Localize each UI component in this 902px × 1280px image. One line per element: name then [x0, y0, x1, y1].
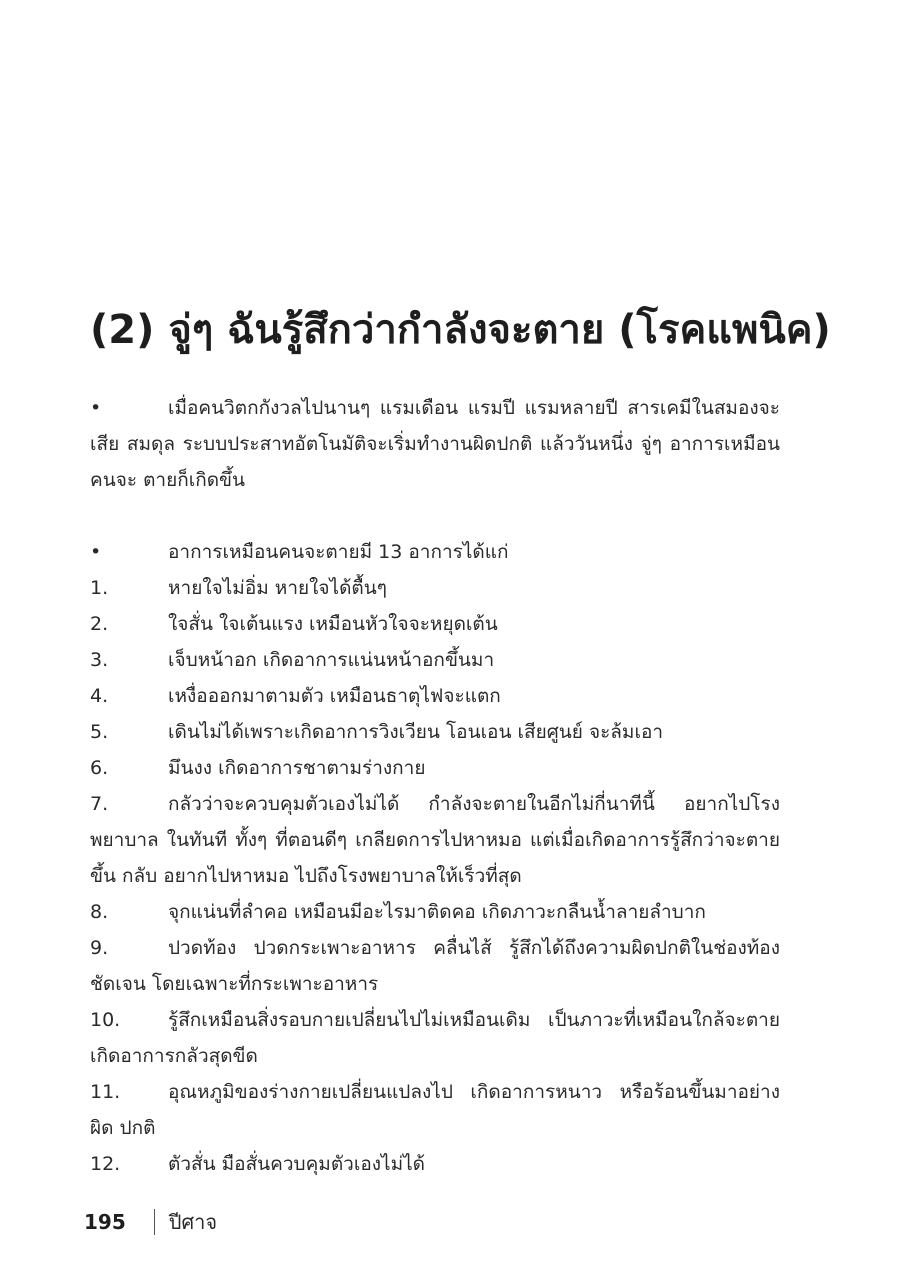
item-number: 9. — [90, 937, 109, 959]
bullet-marker: • — [90, 397, 102, 419]
item-number: 5. — [90, 721, 109, 743]
list-item — [90, 714, 780, 750]
page-number: 195 — [84, 1210, 126, 1234]
book-author: ปีศาจ — [168, 1210, 218, 1234]
item-number: 8. — [90, 901, 109, 923]
item-text: เจ็บหน้าอก เกิดอาการแน่นหน้าอกขึ้นมา — [168, 649, 495, 671]
list-item — [90, 642, 780, 678]
list-item — [90, 606, 780, 642]
item-text: รู้สึกเหมือนสิ่งรอบกายเปลี่ยนไปไม่เหมือนเดิม เป็นภาวะที่เหมือนใกล้จะตาย เกิดอาการกลัวสุดขีด — [90, 1009, 780, 1067]
bullet-marker: • — [90, 541, 102, 563]
list-item — [90, 1002, 780, 1074]
list-item — [90, 786, 780, 894]
item-text: จุกแน่นที่ลำคอ เหมือนมีอะไรมาติดคอ เกิดภาวะกลืนน้ำลายลำบาก — [168, 901, 706, 923]
item-text: ปวดท้อง ปวดกระเพาะอาหาร คลื่นไส้ รู้สึกได้ถึงความผิดปกติในช่องท้องชัดเจน โดยเฉพาะที่กระเพาะอาหาร — [90, 937, 780, 995]
list-item — [90, 570, 780, 606]
list-item — [90, 750, 780, 786]
item-text: เดินไม่ได้เพราะเกิดอาการวิงเวียน โอนเอน เสียศูนย์ จะล้มเอา — [168, 721, 664, 743]
intro-paragraph — [90, 390, 780, 498]
item-number: 7. — [90, 793, 109, 815]
item-number: 4. — [90, 685, 109, 707]
footer-divider — [154, 1209, 155, 1235]
item-number: 3. — [90, 649, 109, 671]
section-heading: (2) จู่ๆ ฉันรู้สึกว่ากำลังจะตาย (โรคแพนิค) — [90, 307, 831, 353]
intro-text: เมื่อคนวิตกกังวลไปนานๆ แรมเดือน แรมปี แรมหลายปี สารเคมีในสมองจะเสีย สมดุล ระบบประสาทอัตโนมัติจะเริ่มทำงานผิดปกติ แล้ววันหนึ่ง จู่ๆ อาการเหมือนคนจะ ตายก็เกิดขึ้น — [90, 397, 780, 491]
list-item — [90, 930, 780, 1002]
item-text: เหงื่อออกมาตามตัว เหมือนธาตุไฟจะแตก — [168, 685, 501, 707]
item-text: หายใจไม่อิ่ม หายใจได้ตื้นๆ — [168, 577, 387, 599]
item-text: กลัวว่าจะควบคุมตัวเองไม่ได้ กำลังจะตายในอีกไม่กี่นาทีนี้ อยากไปโรงพยาบาล ในทันที ทั้งๆ ที่ตอนดีๆ เกลียดการไปหาหมอ แต่เมื่อเกิดอาการรู้สึกว่าจะตายขึ้น กลับ อยากไปหาหมอ ไปถึงโรงพยาบาลให้เร็วที่สุด — [90, 793, 780, 887]
list-item — [90, 894, 780, 930]
list-item — [90, 678, 780, 714]
body-text — [90, 390, 780, 1182]
item-number: 6. — [90, 757, 109, 779]
page-footer — [84, 1202, 217, 1242]
list-item — [90, 1074, 780, 1146]
list-intro-text: อาการเหมือนคนจะตายมี 13 อาการได้แก่ — [168, 541, 509, 563]
item-text: ตัวสั่น มือสั่นควบคุมตัวเองไม่ได้ — [168, 1153, 425, 1175]
item-number: 2. — [90, 613, 109, 635]
item-number: 1. — [90, 577, 109, 599]
item-number: 12. — [90, 1153, 121, 1175]
item-number: 11. — [90, 1081, 121, 1103]
item-number: 10. — [90, 1009, 121, 1031]
item-text: อุณหภูมิของร่างกายเปลี่ยนแปลงไป เกิดอาการหนาว หรือร้อนขึ้นมาอย่างผิด ปกติ — [90, 1081, 780, 1139]
item-text: ใจสั่น ใจเต้นแรง เหมือนหัวใจจะหยุดเต้น — [168, 613, 498, 635]
symptom-list — [90, 570, 780, 1182]
list-intro-paragraph — [90, 534, 780, 570]
item-text: มึนงง เกิดอาการชาตามร่างกาย — [168, 757, 426, 779]
list-item — [90, 1146, 780, 1182]
